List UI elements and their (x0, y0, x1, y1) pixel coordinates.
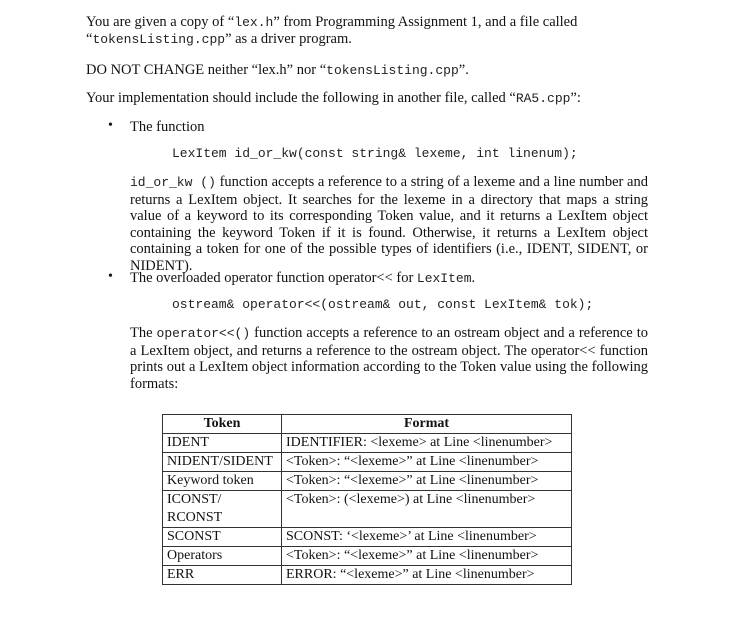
table-row (163, 528, 572, 547)
do-not-change-text: DO NOT CHANGE neither “lex.h” nor “ (86, 62, 327, 78)
table-row (163, 453, 572, 472)
format-column-header: Format (282, 415, 572, 434)
token-cell: NIDENT/SIDENT (163, 453, 282, 472)
bullet-marker: • (108, 118, 113, 133)
table-row (163, 472, 572, 491)
lexitem-code: LexItem (416, 271, 472, 286)
token-cell: SCONST (163, 528, 282, 547)
bullet2-label-text: . (471, 270, 476, 286)
bullet2-label-text: The overloaded operator function operator<< for (130, 270, 417, 286)
token-cell: ICONST/ (163, 491, 282, 510)
implementation-note (86, 90, 651, 107)
id-or-kw-code: id_or_kw () (130, 175, 216, 190)
token-cell: ERR (163, 566, 282, 585)
table-row (163, 509, 572, 528)
do-not-change-text: ”. (458, 62, 469, 78)
token-cell: IDENT (163, 434, 282, 453)
token-format-table (162, 414, 572, 585)
tokenslisting-filename: tokensListing.cpp (326, 63, 459, 78)
format-cell: IDENTIFIER: <lexeme> at Line <linenumber> (282, 434, 572, 453)
intro-text: ” from Programming Assignment 1, and a file called (273, 14, 578, 30)
format-cell: ERROR: “<lexeme>” at Line <linenumber> (282, 566, 572, 585)
operator-desc-text: The (130, 325, 157, 341)
id-or-kw-description (130, 174, 648, 275)
table-header-row (163, 415, 572, 434)
format-cell: <Token>: “<lexeme>” at Line <linenumber> (282, 453, 572, 472)
intro-text: ” as a driver program. (225, 31, 352, 47)
token-column-header: Token (163, 415, 282, 434)
operator-description (130, 325, 648, 392)
format-cell: <Token>: “<lexeme>” at Line <linenumber> (282, 547, 572, 566)
format-cell: SCONST: ‘<lexeme>’ at Line <linenumber> (282, 528, 572, 547)
implementation-text: Your implementation should include the following in another file, called “ (86, 90, 516, 106)
intro-text: “ (86, 31, 93, 47)
intro-text: You are given a copy of “ (86, 14, 235, 30)
ra5-filename: RA5.cpp (515, 91, 571, 106)
tokenslisting-filename: tokensListing.cpp (92, 32, 226, 47)
bullet-marker: • (108, 269, 113, 284)
id-or-kw-signature: LexItem id_or_kw(const string& lexeme, int linenum); (172, 146, 578, 161)
lex-h-filename: lex.h (234, 15, 274, 30)
bullet1-label: The function (130, 119, 205, 135)
do-not-change-note (86, 62, 651, 79)
token-cell: RCONST (163, 509, 282, 528)
id-or-kw-desc-text: function accepts a reference to a string of a lexeme and a line number and returns a LexItem object. It searches for the lexeme in a directory that maps a string value of a keyword to its corresponding Token value, and it returns a LexItem object containing the keyword Token if it is found. Otherwise, it returns a LexItem object containing a token for one of the possible types of identifiers (i.e., IDENT, SIDENT, or NIDENT). (130, 174, 648, 274)
format-cell: <Token>: “<lexeme>” at Line <linenumber> (282, 472, 572, 491)
token-cell: Operators (163, 547, 282, 566)
token-cell: Keyword token (163, 472, 282, 491)
bullet2-label (130, 270, 695, 287)
implementation-text: ”: (570, 90, 581, 106)
format-cell: <Token>: (<lexeme>) at Line <linenumber> (282, 491, 572, 510)
table-row (163, 434, 572, 453)
format-cell (282, 509, 572, 528)
intro-paragraph (86, 14, 651, 48)
table-row (163, 491, 572, 510)
operator-signature: ostream& operator<<(ostream& out, const LexItem& tok); (172, 297, 594, 312)
operator-desc-text: function accepts a reference to an ostream object and a reference to a LexItem object, and returns a reference to the ostream object. The operator<< function prints out a LexItem object information according to the Token value using the following formats: (130, 325, 648, 392)
table-row (163, 566, 572, 585)
table-row (163, 547, 572, 566)
operator-code: operator<<() (156, 326, 251, 341)
